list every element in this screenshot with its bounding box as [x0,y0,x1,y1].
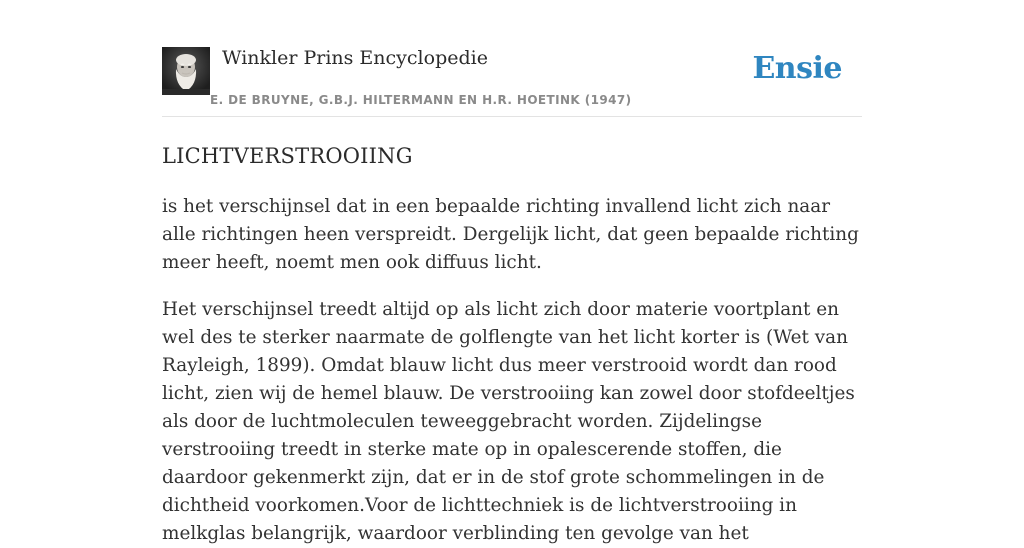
page [162,0,862,548]
site-header [162,0,862,117]
brand-logo[interactable]: Ensie [752,51,842,86]
entry-title: LICHTVERSTROOIING [162,144,413,168]
avatar[interactable] [162,47,210,95]
article-paragraph-1: is het verschijnsel dat in een bepaalde richting invallend licht zich naar alle richtingen heen verspreidt. Dergelijk licht, dat geen bepaalde richting meer heeft, noemt men ook diffuus licht. [162,196,859,273]
authors-credit: E. DE BRUYNE, G.B.J. HILTERMANN EN H.R. HOETINK (1947) [210,93,632,107]
site-title[interactable]: Winkler Prins Encyclopedie [222,47,488,69]
bearded-man-portrait-icon [162,47,210,95]
article-paragraph-2: Het verschijnsel treedt altijd op als licht zich door materie voortplant en wel des te sterker naarmate de golflengte van het licht korter is (Wet van Rayleigh, 1899). Omdat blauw licht dus meer verstrooid wordt dan rood licht, zien wij de hemel blauw. De verstrooiing kan zowel door stofdeeltjes als door de luchtmoleculen teweeggebracht worden. Zijdelingse verstrooiing treedt in sterke mate op in opalescerende stoffen, die daardoor gekenmerkt zijn, dat er in de stof grote schommelingen in de dichtheid voorkomen.Voor de lichttechniek is de lichtverstrooiing in melkglas belangrijk, waardoor verblinding ten gevolge van het [162,299,855,544]
